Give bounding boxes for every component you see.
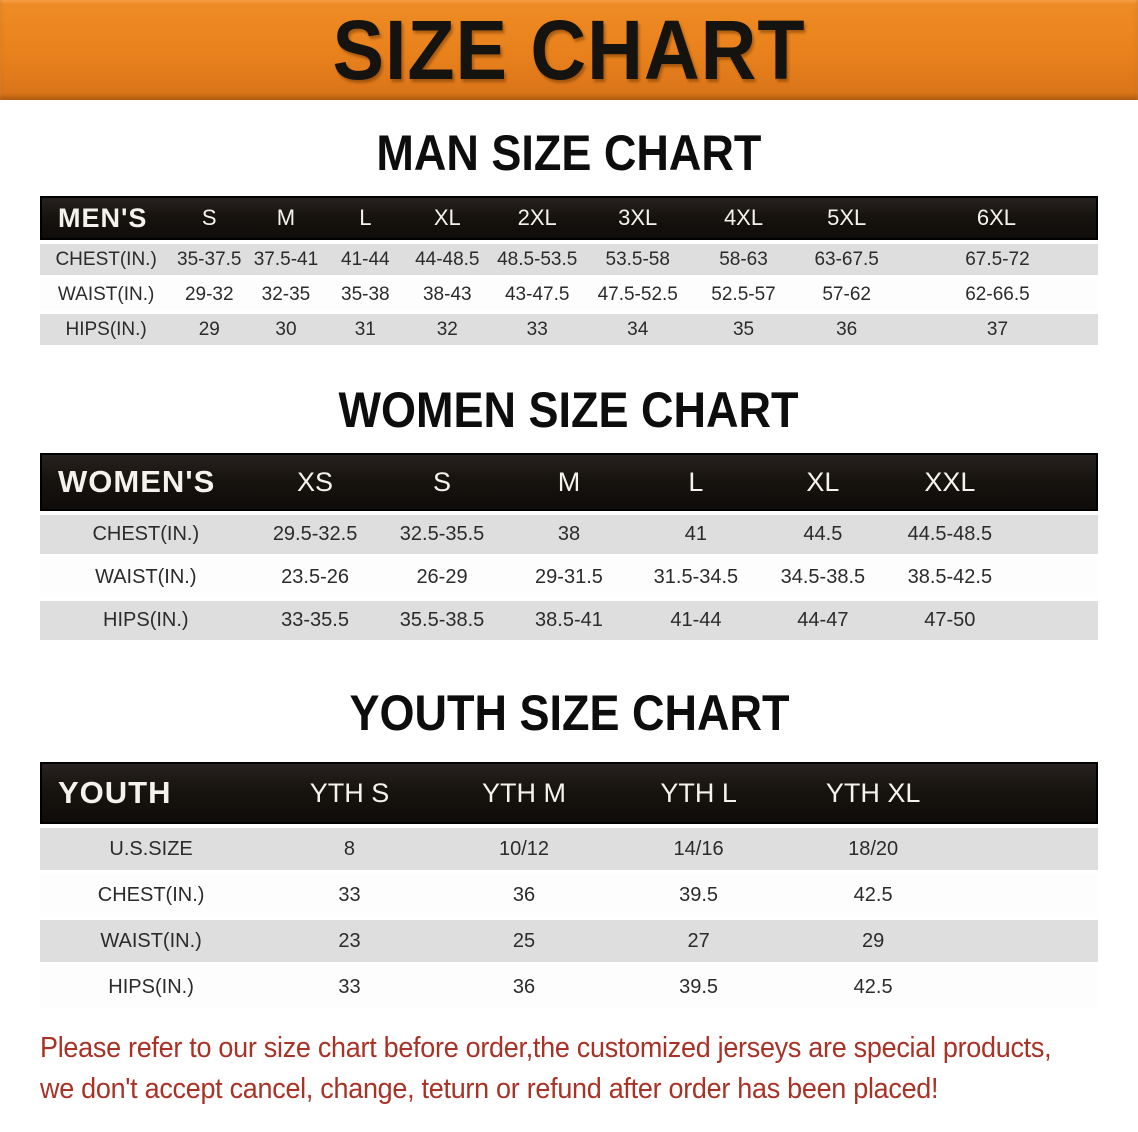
size-value: 38.5-41 xyxy=(506,601,633,640)
women-size-table xyxy=(40,449,1098,644)
header-row xyxy=(40,762,1098,824)
size-value: 33 xyxy=(490,314,585,345)
size-value: 47.5-52.5 xyxy=(585,279,691,310)
table-title: WOMEN'S xyxy=(40,453,252,511)
size-value: 37.5-41 xyxy=(246,244,325,275)
size-value: 26-29 xyxy=(379,558,506,597)
size-value: 42.5 xyxy=(786,874,961,916)
spacer-cell xyxy=(1013,601,1098,640)
size-value: 41-44 xyxy=(632,601,759,640)
size-value: 38.5-42.5 xyxy=(886,558,1013,597)
row-label: CHEST(IN.) xyxy=(40,874,262,916)
men-size-section xyxy=(0,125,1138,349)
size-value: 57-62 xyxy=(796,279,897,310)
size-value: 29-31.5 xyxy=(506,558,633,597)
table-row xyxy=(40,601,1098,640)
disclaimer-line-1: Please refer to our size chart before order,the customized jerseys are special products, xyxy=(40,1032,1052,1064)
size-value: 14/16 xyxy=(611,828,786,870)
size-value: 62-66.5 xyxy=(897,279,1098,310)
column-header: YTH S xyxy=(262,762,437,824)
size-value: 35-37.5 xyxy=(172,244,246,275)
size-value: 37 xyxy=(897,314,1098,345)
column-header: S xyxy=(172,196,246,240)
women-chart-heading xyxy=(0,382,1138,438)
size-value: 44.5-48.5 xyxy=(886,515,1013,554)
size-value: 36 xyxy=(796,314,897,345)
column-header: XL xyxy=(759,453,886,511)
size-value: 32 xyxy=(405,314,490,345)
size-value: 36 xyxy=(437,966,612,1008)
column-header: M xyxy=(246,196,325,240)
size-value: 31.5-34.5 xyxy=(632,558,759,597)
header-row xyxy=(40,196,1098,240)
size-value: 47-50 xyxy=(886,601,1013,640)
men-size-table xyxy=(40,192,1098,349)
disclaimer-line-2: we don't accept cancel, change, teturn or refund after order has been placed! xyxy=(40,1073,939,1106)
spacer-cell xyxy=(960,966,1098,1008)
banner-title: SIZE CHART xyxy=(332,3,806,97)
size-value: 10/12 xyxy=(437,828,612,870)
size-value: 29-32 xyxy=(172,279,246,310)
size-chart-banner xyxy=(0,0,1138,100)
table-row xyxy=(40,966,1098,1008)
column-header: 5XL xyxy=(796,196,897,240)
column-header: 4XL xyxy=(691,196,797,240)
row-label: U.S.SIZE xyxy=(40,828,262,870)
table-row xyxy=(40,874,1098,916)
size-value: 44-48.5 xyxy=(405,244,490,275)
table-row xyxy=(40,279,1098,310)
size-value: 48.5-53.5 xyxy=(490,244,585,275)
size-value: 33 xyxy=(262,966,437,1008)
spacer-cell xyxy=(960,762,1098,824)
table-title: YOUTH xyxy=(40,762,262,824)
spacer-cell xyxy=(960,874,1098,916)
column-header: S xyxy=(379,453,506,511)
header-row xyxy=(40,453,1098,511)
women-size-section xyxy=(0,382,1138,644)
size-value: 8 xyxy=(262,828,437,870)
spacer-cell xyxy=(960,828,1098,870)
column-header: XS xyxy=(252,453,379,511)
size-value: 23.5-26 xyxy=(252,558,379,597)
size-value: 35.5-38.5 xyxy=(379,601,506,640)
column-header: XL xyxy=(405,196,490,240)
men-chart-heading-text: MAN SIZE CHART xyxy=(376,125,762,181)
size-value: 29.5-32.5 xyxy=(252,515,379,554)
size-value: 53.5-58 xyxy=(585,244,691,275)
size-value: 32-35 xyxy=(246,279,325,310)
size-value: 30 xyxy=(246,314,325,345)
column-header: XXL xyxy=(886,453,1013,511)
row-label: WAIST(IN.) xyxy=(40,279,172,310)
size-value: 33-35.5 xyxy=(252,601,379,640)
column-header: YTH M xyxy=(437,762,612,824)
spacer-cell xyxy=(1013,453,1098,511)
women-chart-heading-text: WOMEN SIZE CHART xyxy=(339,382,799,438)
row-label: HIPS(IN.) xyxy=(40,966,262,1008)
size-value: 33 xyxy=(262,874,437,916)
size-value: 34.5-38.5 xyxy=(759,558,886,597)
row-label: HIPS(IN.) xyxy=(40,601,252,640)
size-value: 58-63 xyxy=(691,244,797,275)
youth-chart-heading xyxy=(0,685,1138,741)
table-row xyxy=(40,244,1098,275)
size-value: 44-47 xyxy=(759,601,886,640)
table-row xyxy=(40,828,1098,870)
table-row xyxy=(40,920,1098,962)
size-value: 43-47.5 xyxy=(490,279,585,310)
size-value: 63-67.5 xyxy=(796,244,897,275)
column-header: 2XL xyxy=(490,196,585,240)
row-label: HIPS(IN.) xyxy=(40,314,172,345)
size-value: 25 xyxy=(437,920,612,962)
table-row xyxy=(40,558,1098,597)
column-header: 3XL xyxy=(585,196,691,240)
size-value: 44.5 xyxy=(759,515,886,554)
size-value: 35 xyxy=(691,314,797,345)
size-value: 23 xyxy=(262,920,437,962)
spacer-cell xyxy=(1013,515,1098,554)
size-value: 67.5-72 xyxy=(897,244,1098,275)
column-header: L xyxy=(632,453,759,511)
size-value: 32.5-35.5 xyxy=(379,515,506,554)
size-value: 34 xyxy=(585,314,691,345)
disclaimer xyxy=(40,1028,1138,1110)
size-value: 41-44 xyxy=(326,244,405,275)
size-value: 39.5 xyxy=(611,966,786,1008)
size-value: 31 xyxy=(326,314,405,345)
size-value: 36 xyxy=(437,874,612,916)
row-label: CHEST(IN.) xyxy=(40,244,172,275)
youth-size-table xyxy=(40,758,1098,1012)
column-header: L xyxy=(326,196,405,240)
table-row xyxy=(40,515,1098,554)
spacer-cell xyxy=(1013,558,1098,597)
column-header: 6XL xyxy=(897,196,1098,240)
size-value: 29 xyxy=(786,920,961,962)
table-row xyxy=(40,314,1098,345)
spacer-cell xyxy=(960,920,1098,962)
size-value: 18/20 xyxy=(786,828,961,870)
column-header: YTH XL xyxy=(786,762,961,824)
size-value: 42.5 xyxy=(786,966,961,1008)
size-value: 41 xyxy=(632,515,759,554)
row-label: WAIST(IN.) xyxy=(40,920,262,962)
size-value: 38-43 xyxy=(405,279,490,310)
column-header: YTH L xyxy=(611,762,786,824)
table-title: MEN'S xyxy=(40,196,172,240)
men-chart-heading xyxy=(0,125,1138,181)
row-label: WAIST(IN.) xyxy=(40,558,252,597)
size-value: 35-38 xyxy=(326,279,405,310)
youth-chart-heading-text: YOUTH SIZE CHART xyxy=(348,685,790,741)
size-value: 39.5 xyxy=(611,874,786,916)
size-value: 52.5-57 xyxy=(691,279,797,310)
column-header: M xyxy=(506,453,633,511)
row-label: CHEST(IN.) xyxy=(40,515,252,554)
youth-size-section xyxy=(0,685,1138,1012)
size-value: 27 xyxy=(611,920,786,962)
size-value: 38 xyxy=(506,515,633,554)
size-value: 29 xyxy=(172,314,246,345)
